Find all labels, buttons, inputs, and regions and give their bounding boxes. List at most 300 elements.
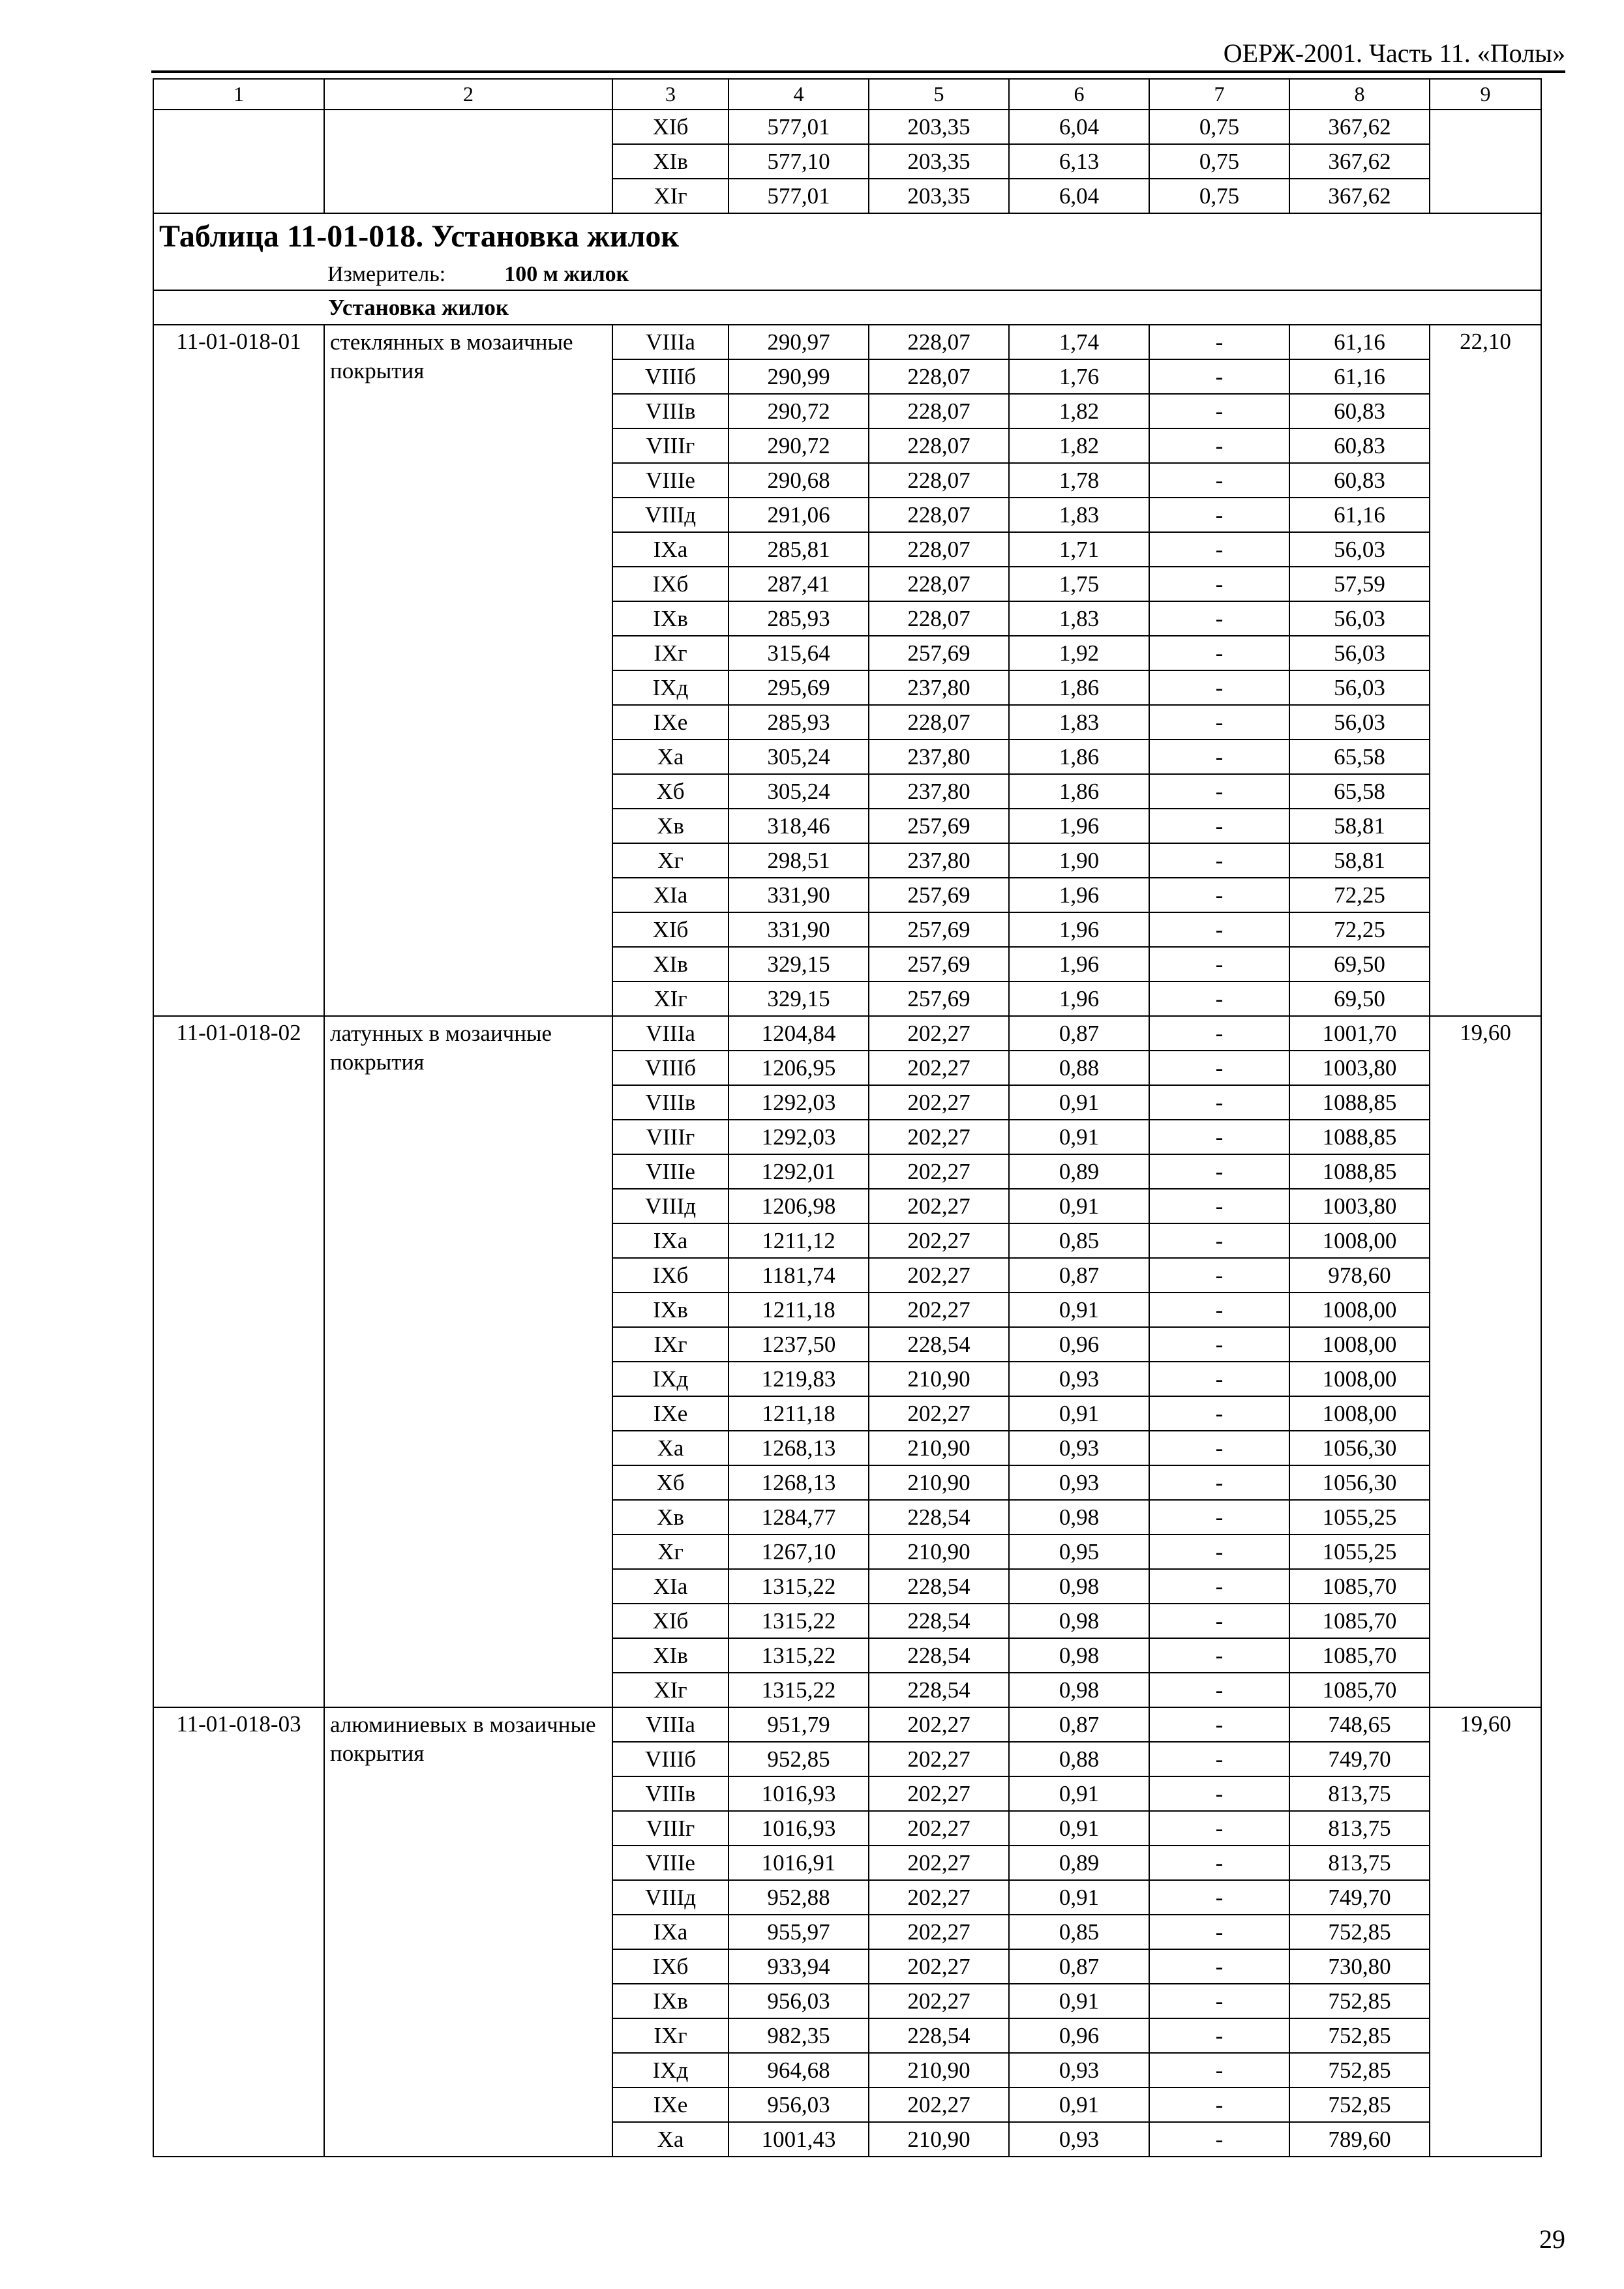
table-cell: Xв — [612, 1500, 729, 1534]
table-cell: 202,27 — [869, 1223, 1009, 1258]
table-cell: 6,04 — [1009, 179, 1149, 213]
group-heading: Установка жилок — [324, 290, 1541, 325]
table-row — [153, 1707, 1541, 1742]
table-cell: 1056,30 — [1289, 1431, 1430, 1465]
table-cell: 748,65 — [1289, 1707, 1430, 1742]
table-cell: - — [1149, 809, 1289, 843]
table-cell: 305,24 — [729, 774, 869, 809]
table-cell: 61,16 — [1289, 359, 1430, 394]
table-cell: 1,78 — [1009, 463, 1149, 498]
table-cell: 0,93 — [1009, 1431, 1149, 1465]
table-cell: 367,62 — [1289, 110, 1430, 144]
table-cell: 228,07 — [869, 463, 1009, 498]
table-cell: 1085,70 — [1289, 1604, 1430, 1638]
table-cell: - — [1149, 463, 1289, 498]
table-cell: - — [1149, 1327, 1289, 1362]
table-cell: - — [1149, 1673, 1289, 1707]
table-cell: 285,81 — [729, 532, 869, 567]
table-cell: - — [1149, 1431, 1289, 1465]
table-cell: - — [1149, 1500, 1289, 1534]
table-cell: Xа — [612, 740, 729, 774]
table-cell: - — [1149, 843, 1289, 878]
table-cell: 1267,10 — [729, 1534, 869, 1569]
table-cell: 1003,80 — [1289, 1051, 1430, 1085]
table-cell: VIIIе — [612, 1154, 729, 1189]
table-cell: 203,35 — [869, 144, 1009, 179]
norm-description: латунных в мозаичные покрытия — [324, 1016, 612, 1707]
table-cell: 1,96 — [1009, 912, 1149, 947]
table-cell: 58,81 — [1289, 809, 1430, 843]
table-cell: VIIIе — [612, 463, 729, 498]
table-cell: IXе — [612, 2087, 729, 2122]
table-cell: IXв — [612, 1293, 729, 1327]
table-cell: 318,46 — [729, 809, 869, 843]
table-cell: 978,60 — [1289, 1258, 1430, 1293]
table-cell: 56,03 — [1289, 636, 1430, 670]
table-cell: 61,16 — [1289, 325, 1430, 359]
table-cell: - — [1149, 981, 1289, 1016]
table-cell: 329,15 — [729, 947, 869, 981]
column-numbers-row — [153, 79, 1541, 110]
table-cell: 61,16 — [1289, 498, 1430, 532]
table-cell: 1,71 — [1009, 532, 1149, 567]
measure-line — [154, 260, 1541, 290]
table-cell: 65,58 — [1289, 774, 1430, 809]
table-cell: Xг — [612, 843, 729, 878]
table-cell: 202,27 — [869, 1707, 1009, 1742]
table-cell: IXд — [612, 670, 729, 705]
table-cell: - — [1149, 1569, 1289, 1604]
table-cell: - — [1149, 532, 1289, 567]
table-cell: 1292,03 — [729, 1085, 869, 1120]
table-cell: - — [1149, 636, 1289, 670]
table-cell: XIа — [612, 878, 729, 912]
table-cell: 202,27 — [869, 1120, 1009, 1154]
table-cell: 60,83 — [1289, 463, 1430, 498]
table-cell: IXа — [612, 1915, 729, 1949]
table-cell: 1268,13 — [729, 1465, 869, 1500]
table-cell: 0,93 — [1009, 1465, 1149, 1500]
table-cell: 202,27 — [869, 1396, 1009, 1431]
table-cell: 955,97 — [729, 1915, 869, 1949]
table-cell: 1284,77 — [729, 1500, 869, 1534]
table-cell: 964,68 — [729, 2053, 869, 2087]
table-cell: - — [1149, 878, 1289, 912]
table-cell: 228,07 — [869, 359, 1009, 394]
table-cell: XIв — [612, 144, 729, 179]
table-cell: 0,91 — [1009, 1120, 1149, 1154]
table-cell: 1085,70 — [1289, 1569, 1430, 1604]
table-cell: - — [1149, 2018, 1289, 2053]
table-cell: - — [1149, 1016, 1289, 1051]
table-cell: 1,86 — [1009, 670, 1149, 705]
table-title-row — [153, 213, 1541, 290]
table-cell: 0,91 — [1009, 1189, 1149, 1223]
table-cell: 1,90 — [1009, 843, 1149, 878]
table-cell: 0,87 — [1009, 1707, 1149, 1742]
table-cell: XIа — [612, 1569, 729, 1604]
table-cell: 752,85 — [1289, 2018, 1430, 2053]
table-cell: XIв — [612, 1638, 729, 1673]
table-cell: 287,41 — [729, 567, 869, 601]
table-cell: 1,83 — [1009, 498, 1149, 532]
table-cell: 228,07 — [869, 394, 1009, 428]
table-row — [153, 1016, 1541, 1051]
table-cell: 1085,70 — [1289, 1638, 1430, 1673]
table-cell: 228,07 — [869, 532, 1009, 567]
table-cell: 1,96 — [1009, 809, 1149, 843]
table-cell: Xг — [612, 1534, 729, 1569]
table-cell: 952,88 — [729, 1880, 869, 1915]
norm-code: 11-01-018-01 — [153, 325, 324, 1016]
table-cell: 290,68 — [729, 463, 869, 498]
table-cell: VIIIа — [612, 325, 729, 359]
table-cell: 65,58 — [1289, 740, 1430, 774]
table-cell: - — [1149, 601, 1289, 636]
empty-col9-cell — [1430, 110, 1541, 213]
table-cell: - — [1149, 705, 1289, 740]
table-cell: VIIIб — [612, 1742, 729, 1776]
column-number: 2 — [324, 79, 612, 110]
estimate-table-body — [153, 79, 1541, 2157]
table-cell: 202,27 — [869, 1189, 1009, 1223]
table-title: Таблица 11-01-018. Установка жилок — [159, 219, 680, 254]
table-cell: 237,80 — [869, 843, 1009, 878]
table-cell: 6,04 — [1009, 110, 1149, 144]
table-cell: 290,72 — [729, 428, 869, 463]
table-cell: 305,24 — [729, 740, 869, 774]
table-cell: 1181,74 — [729, 1258, 869, 1293]
table-cell: 202,27 — [869, 1258, 1009, 1293]
measure-label: Измеритель: — [327, 262, 446, 286]
table-cell: - — [1149, 1776, 1289, 1811]
table-cell: 1085,70 — [1289, 1673, 1430, 1707]
column-number: 8 — [1289, 79, 1430, 110]
group-heading-row — [153, 290, 1541, 325]
table-cell: VIIIг — [612, 1120, 729, 1154]
table-cell: 237,80 — [869, 740, 1009, 774]
table-cell: IXа — [612, 532, 729, 567]
table-cell: 228,07 — [869, 705, 1009, 740]
table-cell: 789,60 — [1289, 2122, 1430, 2157]
column-number: 4 — [729, 79, 869, 110]
table-cell: 1055,25 — [1289, 1500, 1430, 1534]
table-cell: - — [1149, 567, 1289, 601]
table-cell: VIIIд — [612, 1880, 729, 1915]
table-cell: 257,69 — [869, 809, 1009, 843]
table-title-cell — [153, 213, 1541, 290]
table-cell: 202,27 — [869, 1085, 1009, 1120]
table-cell: 0,91 — [1009, 1396, 1149, 1431]
table-cell: IXа — [612, 1223, 729, 1258]
table-cell: VIIIв — [612, 394, 729, 428]
table-cell: Xв — [612, 809, 729, 843]
table-cell: - — [1149, 359, 1289, 394]
table-cell: 1211,18 — [729, 1396, 869, 1431]
table-cell: - — [1149, 1258, 1289, 1293]
table-cell: 1,75 — [1009, 567, 1149, 601]
table-cell: 1,86 — [1009, 740, 1149, 774]
column-number: 7 — [1149, 79, 1289, 110]
table-cell: 1088,85 — [1289, 1085, 1430, 1120]
empty-cell — [153, 290, 324, 325]
table-cell: 1315,22 — [729, 1604, 869, 1638]
table-cell: 1016,93 — [729, 1776, 869, 1811]
table-cell: 210,90 — [869, 1431, 1009, 1465]
table-cell: 577,10 — [729, 144, 869, 179]
table-cell: IXе — [612, 1396, 729, 1431]
table-cell: 0,89 — [1009, 1154, 1149, 1189]
table-cell: 1211,12 — [729, 1223, 869, 1258]
norm-code: 11-01-018-02 — [153, 1016, 324, 1707]
table-cell: - — [1149, 1742, 1289, 1776]
table-cell: - — [1149, 1707, 1289, 1742]
table-cell: 202,27 — [869, 1846, 1009, 1880]
labor-value: 19,60 — [1430, 1707, 1541, 2157]
table-cell: 257,69 — [869, 981, 1009, 1016]
table-cell: XIг — [612, 179, 729, 213]
table-cell: IXв — [612, 601, 729, 636]
table-cell: 1008,00 — [1289, 1293, 1430, 1327]
table-cell: IXг — [612, 1327, 729, 1362]
table-cell: - — [1149, 1915, 1289, 1949]
table-cell: VIIIд — [612, 1189, 729, 1223]
table-cell: 1008,00 — [1289, 1362, 1430, 1396]
table-cell: VIIIд — [612, 498, 729, 532]
table-cell: - — [1149, 325, 1289, 359]
table-cell: 1292,01 — [729, 1154, 869, 1189]
table-cell: IXб — [612, 1258, 729, 1293]
table-cell: 72,25 — [1289, 878, 1430, 912]
table-cell: 0,98 — [1009, 1673, 1149, 1707]
table-cell: 1088,85 — [1289, 1120, 1430, 1154]
table-cell: VIIIг — [612, 428, 729, 463]
table-cell: 1,83 — [1009, 705, 1149, 740]
table-cell: 0,85 — [1009, 1915, 1149, 1949]
table-cell: 1237,50 — [729, 1327, 869, 1362]
table-cell: - — [1149, 2087, 1289, 2122]
table-cell: 1,74 — [1009, 325, 1149, 359]
labor-value: 22,10 — [1430, 325, 1541, 1016]
table-cell: 237,80 — [869, 774, 1009, 809]
table-cell: 752,85 — [1289, 2053, 1430, 2087]
table-cell: VIIIб — [612, 359, 729, 394]
table-cell: 210,90 — [869, 1465, 1009, 1500]
table-cell: XIг — [612, 981, 729, 1016]
table-cell: 202,27 — [869, 1016, 1009, 1051]
table-cell: 0,85 — [1009, 1223, 1149, 1258]
table-cell: IXе — [612, 705, 729, 740]
table-cell: - — [1149, 947, 1289, 981]
table-cell: IXб — [612, 567, 729, 601]
labor-value: 19,60 — [1430, 1016, 1541, 1707]
table-cell: 982,35 — [729, 2018, 869, 2053]
table-cell: 0,89 — [1009, 1846, 1149, 1880]
table-cell: 202,27 — [869, 1293, 1009, 1327]
table-cell: - — [1149, 1534, 1289, 1569]
table-cell: 0,91 — [1009, 1984, 1149, 2018]
table-cell: Xа — [612, 2122, 729, 2157]
table-cell: 0,75 — [1149, 110, 1289, 144]
table-cell: 956,03 — [729, 2087, 869, 2122]
table-cell: - — [1149, 1465, 1289, 1500]
table-cell: 228,07 — [869, 428, 1009, 463]
table-cell: 0,91 — [1009, 2087, 1149, 2122]
table-cell: XIг — [612, 1673, 729, 1707]
table-cell: 1292,03 — [729, 1120, 869, 1154]
table-cell: 228,54 — [869, 1638, 1009, 1673]
table-cell: 290,99 — [729, 359, 869, 394]
estimate-table — [153, 78, 1542, 2157]
table-cell: 0,87 — [1009, 1016, 1149, 1051]
table-cell: 257,69 — [869, 947, 1009, 981]
column-number: 5 — [869, 79, 1009, 110]
table-cell: 0,98 — [1009, 1638, 1149, 1673]
table-cell: 285,93 — [729, 705, 869, 740]
table-cell: 0,91 — [1009, 1085, 1149, 1120]
table-cell: 1211,18 — [729, 1293, 869, 1327]
table-cell: 57,59 — [1289, 567, 1430, 601]
table-cell: 56,03 — [1289, 601, 1430, 636]
table-cell: 202,27 — [869, 1915, 1009, 1949]
table-cell: - — [1149, 670, 1289, 705]
table-cell: - — [1149, 1846, 1289, 1880]
table-cell: 0,87 — [1009, 1949, 1149, 1984]
table-cell: IXг — [612, 2018, 729, 2053]
table-cell: 0,96 — [1009, 1327, 1149, 1362]
table-cell: - — [1149, 1120, 1289, 1154]
table-cell: 257,69 — [869, 636, 1009, 670]
table-cell: 228,07 — [869, 601, 1009, 636]
table-cell: VIIIе — [612, 1846, 729, 1880]
table-cell: 257,69 — [869, 878, 1009, 912]
table-cell: 56,03 — [1289, 532, 1430, 567]
table-cell: 0,93 — [1009, 2053, 1149, 2087]
table-cell: 577,01 — [729, 110, 869, 144]
table-cell: - — [1149, 1189, 1289, 1223]
table-cell: XIб — [612, 110, 729, 144]
norm-code: 11-01-018-03 — [153, 1707, 324, 2157]
table-cell: 1204,84 — [729, 1016, 869, 1051]
table-cell: 0,98 — [1009, 1500, 1149, 1534]
table-cell: IXд — [612, 1362, 729, 1396]
table-cell: 237,80 — [869, 670, 1009, 705]
table-cell: 1016,91 — [729, 1846, 869, 1880]
table-cell: 291,06 — [729, 498, 869, 532]
table-cell: 1008,00 — [1289, 1223, 1430, 1258]
table-cell: - — [1149, 1362, 1289, 1396]
norm-description: алюминиевых в мозаичные покрытия — [324, 1707, 612, 2157]
table-cell: XIв — [612, 947, 729, 981]
table-cell: 1,76 — [1009, 359, 1149, 394]
table-cell: 202,27 — [869, 2087, 1009, 2122]
table-cell: 257,69 — [869, 912, 1009, 947]
table-cell: VIIIа — [612, 1707, 729, 1742]
table-cell: 749,70 — [1289, 1880, 1430, 1915]
empty-code-cell — [153, 110, 324, 213]
header-rule — [151, 70, 1565, 73]
table-cell: 956,03 — [729, 1984, 869, 2018]
table-cell: VIIIв — [612, 1085, 729, 1120]
table-cell: 933,94 — [729, 1949, 869, 1984]
table-cell: - — [1149, 1949, 1289, 1984]
table-cell: 0,93 — [1009, 1362, 1149, 1396]
table-cell: 210,90 — [869, 2053, 1009, 2087]
table-cell: 0,88 — [1009, 1051, 1149, 1085]
table-cell: 1016,93 — [729, 1811, 869, 1846]
table-cell: 367,62 — [1289, 144, 1430, 179]
table-cell: VIIIв — [612, 1776, 729, 1811]
table-cell: 1315,22 — [729, 1569, 869, 1604]
table-row — [153, 325, 1541, 359]
table-cell: 1,96 — [1009, 947, 1149, 981]
table-cell: 1206,98 — [729, 1189, 869, 1223]
table-cell: 1056,30 — [1289, 1465, 1430, 1500]
table-row — [153, 110, 1541, 144]
table-cell: 228,54 — [869, 1500, 1009, 1534]
table-cell: 290,97 — [729, 325, 869, 359]
table-cell: 331,90 — [729, 878, 869, 912]
table-cell: 1315,22 — [729, 1673, 869, 1707]
table-cell: - — [1149, 394, 1289, 428]
table-cell: 813,75 — [1289, 1811, 1430, 1846]
table-cell: 202,27 — [869, 1880, 1009, 1915]
table-cell: 0,87 — [1009, 1258, 1149, 1293]
table-cell: 56,03 — [1289, 670, 1430, 705]
table-cell: - — [1149, 1880, 1289, 1915]
table-cell: VIIIг — [612, 1811, 729, 1846]
table-cell: 752,85 — [1289, 2087, 1430, 2122]
table-cell: 1219,83 — [729, 1362, 869, 1396]
table-cell: - — [1149, 774, 1289, 809]
table-cell: - — [1149, 912, 1289, 947]
table-cell: Xб — [612, 774, 729, 809]
table-cell: IXд — [612, 2053, 729, 2087]
table-cell: XIб — [612, 1604, 729, 1638]
table-cell: Xа — [612, 1431, 729, 1465]
table-cell: Xб — [612, 1465, 729, 1500]
table-cell: VIIIа — [612, 1016, 729, 1051]
table-cell: - — [1149, 1293, 1289, 1327]
table-cell: 6,13 — [1009, 144, 1149, 179]
table-cell: - — [1149, 1638, 1289, 1673]
table-cell: 813,75 — [1289, 1776, 1430, 1811]
table-cell: 1008,00 — [1289, 1327, 1430, 1362]
table-cell: IXб — [612, 1949, 729, 1984]
table-cell: 210,90 — [869, 1534, 1009, 1569]
table-cell: 285,93 — [729, 601, 869, 636]
table-cell: 228,54 — [869, 1604, 1009, 1638]
table-cell: 1206,95 — [729, 1051, 869, 1085]
table-cell: 0,91 — [1009, 1811, 1149, 1846]
table-cell: 331,90 — [729, 912, 869, 947]
table-cell: 228,54 — [869, 1327, 1009, 1362]
table-cell: 56,03 — [1289, 705, 1430, 740]
table-cell: 1,86 — [1009, 774, 1149, 809]
table-cell: 951,79 — [729, 1707, 869, 1742]
empty-desc-cell — [324, 110, 612, 213]
table-cell: - — [1149, 1811, 1289, 1846]
table-cell: 0,95 — [1009, 1534, 1149, 1569]
table-cell: 1001,70 — [1289, 1016, 1430, 1051]
table-cell: 1,82 — [1009, 394, 1149, 428]
table-cell: - — [1149, 1984, 1289, 2018]
table-cell: VIIIб — [612, 1051, 729, 1085]
table-cell: 730,80 — [1289, 1949, 1430, 1984]
table-cell: 0,91 — [1009, 1880, 1149, 1915]
table-cell: 202,27 — [869, 1154, 1009, 1189]
table-cell: 210,90 — [869, 1362, 1009, 1396]
